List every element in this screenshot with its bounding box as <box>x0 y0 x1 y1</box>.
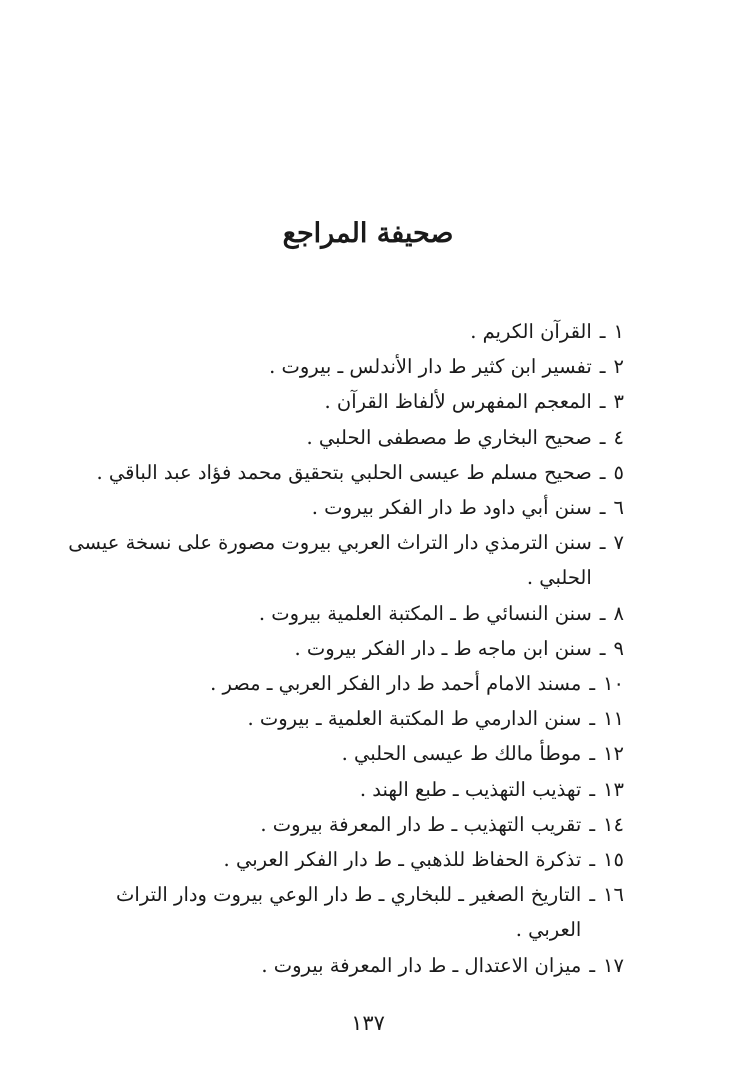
reference-number: ٢ <box>613 355 624 379</box>
reference-text: سنن الترمذي دار التراث العربي بيروت مصورة على نسخة عيسى <box>68 531 592 555</box>
page-title: صحيفة المراجع <box>282 218 454 249</box>
reference-number: ١٣ <box>603 777 624 801</box>
reference-separator: ـ <box>589 707 596 731</box>
reference-number: ١٥ <box>603 848 624 872</box>
reference-text-continuation: الحلبي . <box>526 566 592 590</box>
reference-number: ١٠ <box>603 672 624 696</box>
reference-item <box>14 455 624 490</box>
reference-number: ٤ <box>613 425 624 449</box>
reference-separator: ـ <box>589 742 596 766</box>
reference-text: مسند الامام أحمد ط دار الفكر العربي ـ مصر . <box>210 672 582 696</box>
reference-separator: ـ <box>599 636 606 660</box>
reference-text: سنن أبي داود ط دار الفكر بيروت . <box>311 496 592 520</box>
reference-item <box>14 596 624 631</box>
reference-separator: ـ <box>599 531 606 555</box>
reference-text: التاريخ الصغير ـ للبخاري ـ ط دار الوعي بيروت ودار التراث <box>116 883 582 907</box>
reference-number: ١٤ <box>603 812 624 836</box>
reference-separator: ـ <box>589 777 596 801</box>
reference-text: تفسير ابن كثير ط دار الأندلس ـ بيروت . <box>269 355 592 379</box>
reference-text: تهذيب التهذيب ـ طبع الهند . <box>359 777 582 801</box>
reference-separator: ـ <box>589 848 596 872</box>
reference-number: ٥ <box>613 460 624 484</box>
reference-separator: ـ <box>589 953 596 977</box>
reference-item <box>14 736 624 771</box>
reference-number: ١١ <box>603 707 624 731</box>
reference-item <box>14 772 624 807</box>
reference-separator: ـ <box>599 601 606 625</box>
reference-separator: ـ <box>589 672 596 696</box>
reference-item <box>14 384 624 419</box>
reference-text: موطأ مالك ط عيسى الحلبي . <box>341 742 582 766</box>
reference-text: ميزان الاعتدال ـ ط دار المعرفة بيروت . <box>261 953 582 977</box>
reference-text: المعجم المفهرس لألفاظ القرآن . <box>324 390 592 414</box>
references-list <box>14 314 624 983</box>
reference-item <box>14 807 624 842</box>
reference-item <box>14 948 624 983</box>
reference-item <box>14 490 624 525</box>
reference-separator: ـ <box>589 812 596 836</box>
reference-separator: ـ <box>599 320 606 343</box>
reference-text-block <box>116 877 581 947</box>
reference-text: سنن ابن ماجه ط ـ دار الفكر بيروت . <box>294 636 592 660</box>
reference-text: صحيح مسلم ط عيسى الحلبي بتحقيق محمد فؤاد عبد الباقي . <box>96 460 592 484</box>
reference-text: تذكرة الحفاظ للذهبي ـ ط دار الفكر العربي . <box>223 848 582 872</box>
reference-item <box>14 842 624 877</box>
reference-text: صحيح البخاري ط مصطفى الحلبي . <box>306 425 592 449</box>
reference-separator: ـ <box>589 883 596 907</box>
reference-text: سنن الدارمي ط المكتبة العلمية ـ بيروت . <box>247 707 582 731</box>
reference-text: القرآن الكريم . <box>470 320 592 343</box>
reference-number: ٧ <box>613 531 624 555</box>
reference-number: ١٦ <box>603 883 624 907</box>
reference-item <box>14 666 624 701</box>
reference-number: ٩ <box>613 636 624 660</box>
reference-text-continuation: العربي . <box>515 918 582 942</box>
reference-item <box>14 349 624 384</box>
reference-separator: ـ <box>599 355 606 379</box>
reference-item <box>14 701 624 736</box>
reference-item <box>14 420 624 455</box>
reference-item <box>14 525 624 595</box>
reference-number: ١ <box>613 320 624 343</box>
reference-item <box>14 314 624 349</box>
reference-separator: ـ <box>599 496 606 520</box>
reference-number: ٣ <box>613 390 624 414</box>
reference-number: ١٧ <box>603 953 624 977</box>
reference-separator: ـ <box>599 460 606 484</box>
reference-separator: ـ <box>599 390 606 414</box>
reference-number: ١٢ <box>603 742 624 766</box>
reference-item <box>14 877 624 947</box>
reference-text-block <box>68 525 592 595</box>
reference-text: تقريب التهذيب ـ ط دار المعرفة بيروت . <box>260 812 582 836</box>
reference-text: سنن النسائي ط ـ المكتبة العلمية بيروت . <box>258 601 592 625</box>
page-number: ١٣٧ <box>351 1011 385 1035</box>
reference-number: ٨ <box>613 601 624 625</box>
reference-number: ٦ <box>613 496 624 520</box>
reference-separator: ـ <box>599 425 606 449</box>
reference-item <box>14 631 624 666</box>
